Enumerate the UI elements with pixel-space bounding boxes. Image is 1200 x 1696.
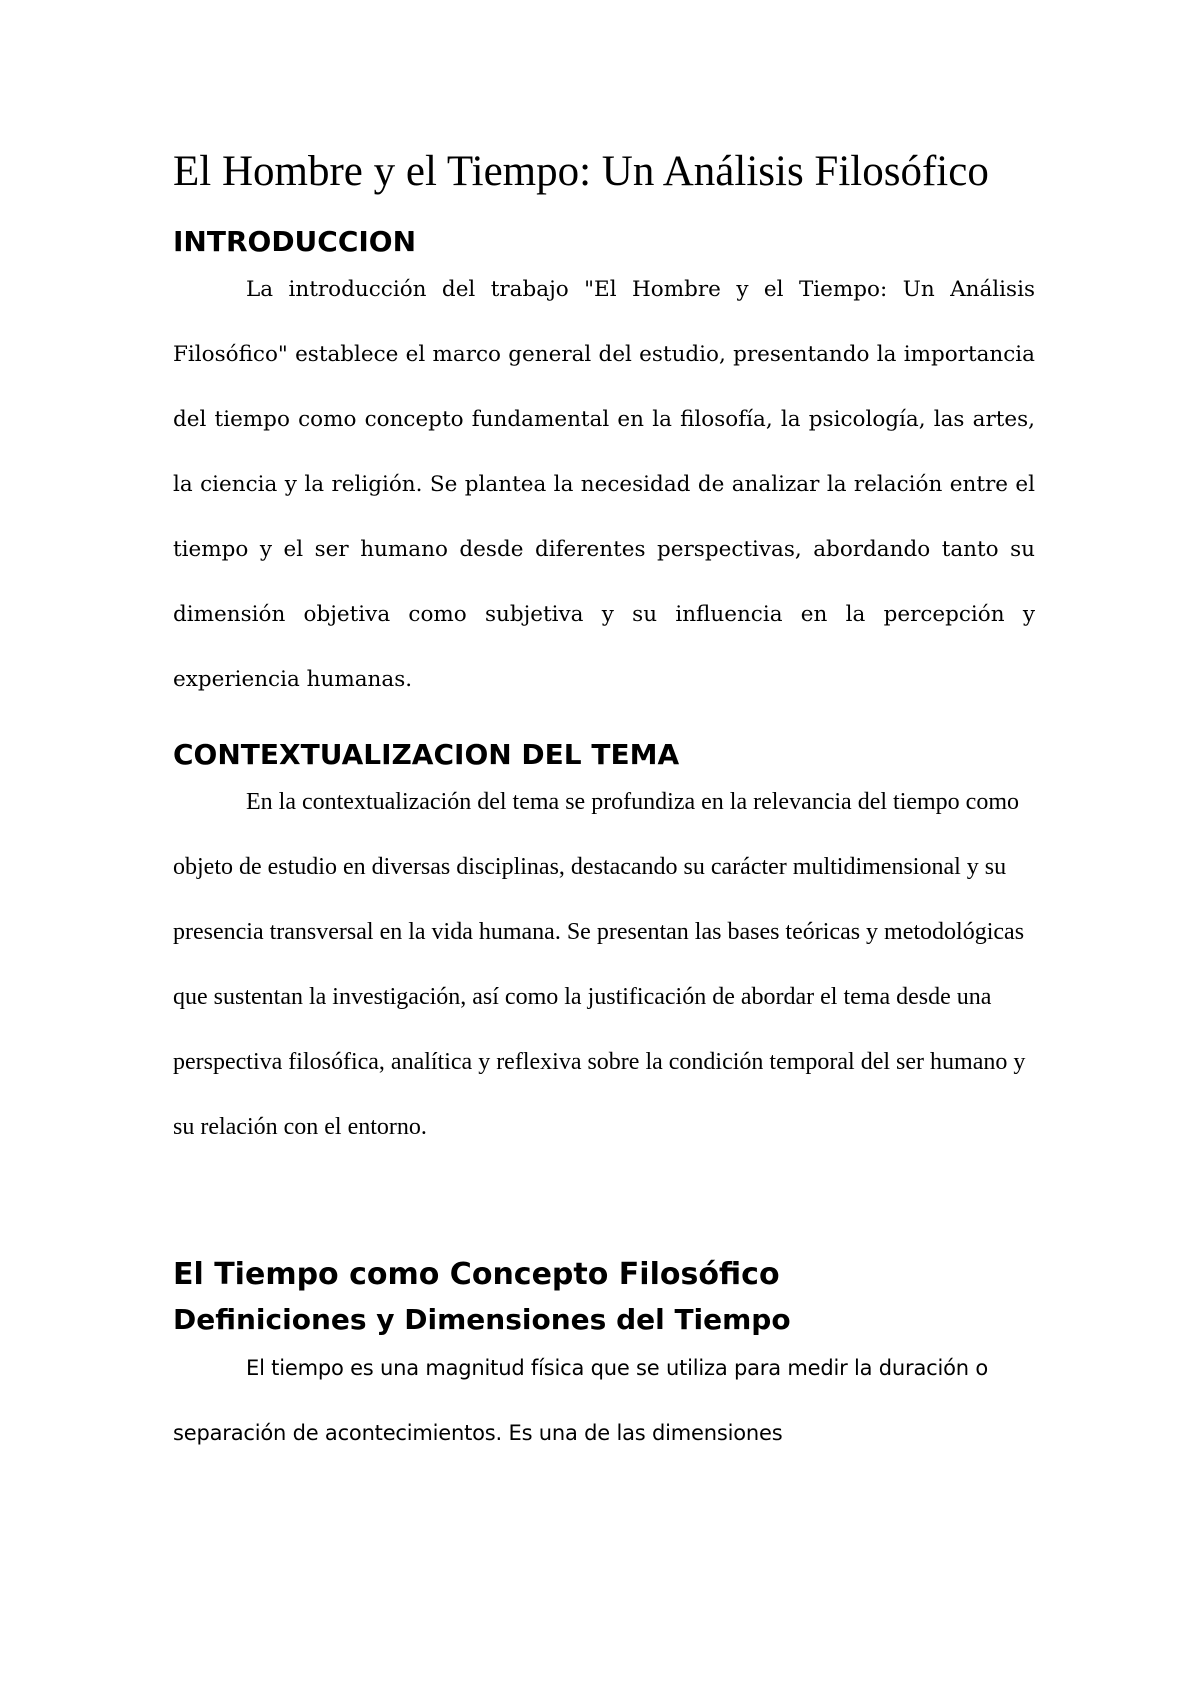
section-heading-introduccion: INTRODUCCION: [173, 225, 417, 258]
section-heading-concepto: El Tiempo como Concepto Filosófico: [173, 1257, 780, 1292]
paragraph-definiciones: El tiempo es una magnitud física que se utiliza para medir la duración o separación de acontecimientos. Es una de las dimensiones: [173, 1356, 989, 1445]
paragraph-contextualizacion: En la contextualización del tema se profundiza en la relevancia del tiempo como objeto de estudio en diversas disciplinas, destacando su carácter multidimensional y su presencia transversal en la vida humana. Se presentan las bases teóricas y metodológicas que sustentan la investigación, así como la justificación de abordar el tema desde una perspectiva filosófica, analítica y reflexiva sobre la condición temporal del ser humano y su relación con el entorno.: [173, 789, 1026, 1140]
paragraph-introduccion: La introducción del trabajo "El Hombre y el Tiempo: Un Análisis Filosófico" establece el marco general del estudio, presentando la importancia del tiempo como concepto fundamental en la filosofía, la psicología, las artes, la ciencia y la religión. Se plantea la necesidad de analizar la relación entre el tiempo y el ser humano desde diferentes perspectivas, abordando tanto su dimensión objetiva como subjetiva y su influencia en la percepción y experiencia humanas.: [173, 277, 1035, 692]
subsection-heading-definiciones: Definiciones y Dimensiones del Tiempo: [173, 1303, 791, 1336]
document-title: El Hombre y el Tiempo: Un Análisis Filosófico: [173, 148, 989, 195]
section-heading-contextualizacion: CONTEXTUALIZACION DEL TEMA: [173, 738, 680, 771]
